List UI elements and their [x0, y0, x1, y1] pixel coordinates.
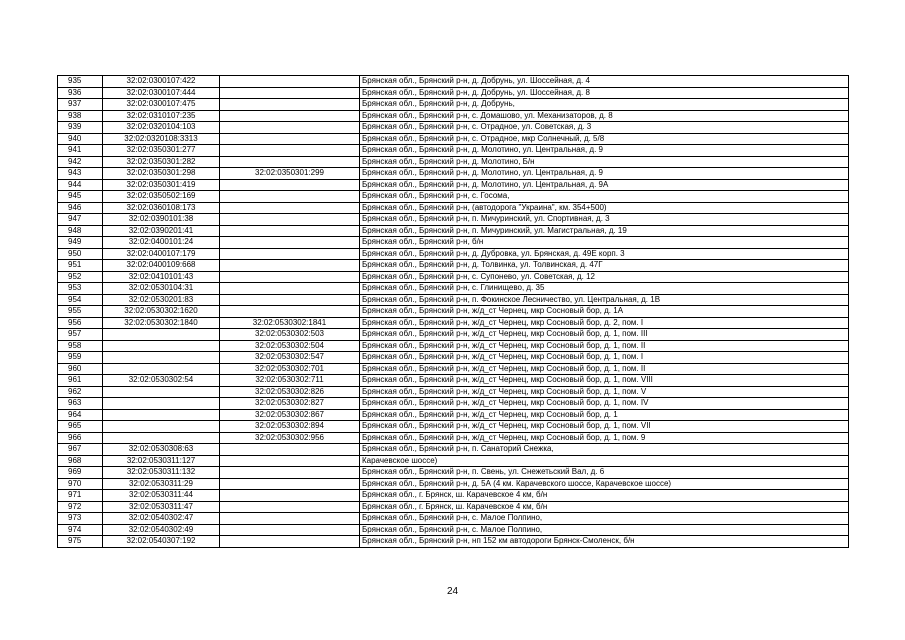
- table-row: [58, 329, 849, 341]
- cadastral-number-cell: [103, 352, 220, 364]
- row-number-cell: 964: [58, 409, 103, 421]
- table-row: [58, 524, 849, 536]
- address-cell: Брянская обл., Брянский р-н, ж/д_ст Чернец, мкр Сосновый бор, д. 1, пом. 9: [360, 432, 849, 444]
- related-cadastral-number-cell: 32:02:0530302:711: [220, 375, 360, 387]
- address-cell: Брянская обл., Брянский р-н, д. 5А (4 км. Карачевского шоссе, Карачевское шоссе): [360, 478, 849, 490]
- cadastral-number-cell: 32:02:0350301:277: [103, 145, 220, 157]
- cadastral-number-cell: 32:02:0530311:127: [103, 455, 220, 467]
- address-cell: Брянская обл., Брянский р-н, ж/д_ст Чернец, мкр Сосновый бор, д. 1, пом. VII: [360, 421, 849, 433]
- page-number: 24: [446, 586, 459, 597]
- address-cell: Брянская обл., Брянский р-н, ж/д_ст Чернец, мкр Сосновый бор, д. 1, пом. I: [360, 352, 849, 364]
- address-cell: Брянская обл., Брянский р-н, ж/д_ст Чернец, мкр Сосновый бор, д. 1, пом. VIII: [360, 375, 849, 387]
- row-number-cell: 956: [58, 317, 103, 329]
- address-cell: Брянская обл., Брянский р-н, с. Малое Полпино,: [360, 524, 849, 536]
- address-cell: Брянская обл., Брянский р-н, с. Малое Полпино,: [360, 513, 849, 525]
- related-cadastral-number-cell: [220, 110, 360, 122]
- row-number-cell: 950: [58, 248, 103, 260]
- cadastral-number-cell: 32:02:0530302:1840: [103, 317, 220, 329]
- cadastral-number-cell: 32:02:0400101:24: [103, 237, 220, 249]
- row-number-cell: 947: [58, 214, 103, 226]
- cadastral-number-cell: 32:02:0530308:63: [103, 444, 220, 456]
- row-number-cell: 945: [58, 191, 103, 203]
- cadastral-number-cell: 32:02:0410101:43: [103, 271, 220, 283]
- table-row: [58, 386, 849, 398]
- related-cadastral-number-cell: 32:02:0350301:299: [220, 168, 360, 180]
- table-row: [58, 168, 849, 180]
- address-cell: Брянская обл., г. Брянск, ш. Карачевское 4 км, б/н: [360, 490, 849, 502]
- row-number-cell: 952: [58, 271, 103, 283]
- cadastral-number-cell: [103, 432, 220, 444]
- table-row: [58, 306, 849, 318]
- table-row: [58, 398, 849, 410]
- related-cadastral-number-cell: 32:02:0530302:1841: [220, 317, 360, 329]
- address-cell: Брянская обл., Брянский р-н, (автодорога "Украина", км. 354+500): [360, 202, 849, 214]
- cadastral-number-cell: 32:02:0320108:3313: [103, 133, 220, 145]
- related-cadastral-number-cell: [220, 225, 360, 237]
- row-number-cell: 942: [58, 156, 103, 168]
- related-cadastral-number-cell: [220, 179, 360, 191]
- row-number-cell: 943: [58, 168, 103, 180]
- row-number-cell: 951: [58, 260, 103, 272]
- cadastral-number-cell: 32:02:0390101:38: [103, 214, 220, 226]
- row-number-cell: 962: [58, 386, 103, 398]
- address-cell: Брянская обл., Брянский р-н, с. Отрадное, мкр Солнечный, д. 5/8: [360, 133, 849, 145]
- table-row: [58, 248, 849, 260]
- related-cadastral-number-cell: [220, 237, 360, 249]
- address-cell: Брянская обл., Брянский р-н, п. Свень, ул. Снежетьский Вал, д. 6: [360, 467, 849, 479]
- related-cadastral-number-cell: [220, 467, 360, 479]
- table-row: [58, 87, 849, 99]
- table-row: [58, 133, 849, 145]
- table-row: [58, 271, 849, 283]
- related-cadastral-number-cell: [220, 455, 360, 467]
- table-row: [58, 513, 849, 525]
- related-cadastral-number-cell: [220, 306, 360, 318]
- address-cell: Брянская обл., Брянский р-н, д. Толвинка, ул. Толвинская, д. 47Г: [360, 260, 849, 272]
- related-cadastral-number-cell: [220, 444, 360, 456]
- cadastral-number-cell: 32:02:0320104:103: [103, 122, 220, 134]
- table-row: [58, 191, 849, 203]
- row-number-cell: 960: [58, 363, 103, 375]
- related-cadastral-number-cell: [220, 87, 360, 99]
- table-row: [58, 156, 849, 168]
- related-cadastral-number-cell: 32:02:0530302:827: [220, 398, 360, 410]
- cadastral-number-cell: 32:02:0530302:54: [103, 375, 220, 387]
- table-row: [58, 260, 849, 272]
- row-number-cell: 957: [58, 329, 103, 341]
- table-row: [58, 409, 849, 421]
- table-row: [58, 536, 849, 548]
- related-cadastral-number-cell: [220, 76, 360, 88]
- cadastral-number-cell: 32:02:0530311:132: [103, 467, 220, 479]
- address-cell: Брянская обл., Брянский р-н, ж/д_ст Чернец, мкр Сосновый бор, д. 1, пом. II: [360, 363, 849, 375]
- address-cell: Брянская обл., Брянский р-н, с. Домашово, ул. Механизаторов, д. 8: [360, 110, 849, 122]
- table-row: [58, 363, 849, 375]
- row-number-cell: 970: [58, 478, 103, 490]
- related-cadastral-number-cell: 32:02:0530302:547: [220, 352, 360, 364]
- row-number-cell: 954: [58, 294, 103, 306]
- address-cell: Брянская обл., Брянский р-н, ж/д_ст Чернец, мкр Сосновый бор, д. 1А: [360, 306, 849, 318]
- table-row: [58, 110, 849, 122]
- address-cell: Брянская обл., Брянский р-н, с. Супонево, ул. Советская, д. 12: [360, 271, 849, 283]
- cadastral-number-cell: 32:02:0350301:419: [103, 179, 220, 191]
- cadastral-number-cell: 32:02:0350301:298: [103, 168, 220, 180]
- related-cadastral-number-cell: [220, 156, 360, 168]
- cadastral-number-cell: 32:02:0350301:282: [103, 156, 220, 168]
- table-row: [58, 99, 849, 111]
- address-cell: Карачевское шоссе): [360, 455, 849, 467]
- row-number-cell: 967: [58, 444, 103, 456]
- address-cell: Брянская обл., Брянский р-н, ж/д_ст Чернец, мкр Сосновый бор, д. 1: [360, 409, 849, 421]
- table-row: [58, 467, 849, 479]
- address-cell: Брянская обл., Брянский р-н, д. Молотино, ул. Центральная, д. 9: [360, 145, 849, 157]
- row-number-cell: 975: [58, 536, 103, 548]
- cadastral-number-cell: 32:02:0300107:444: [103, 87, 220, 99]
- table-row: [58, 237, 849, 249]
- address-cell: Брянская обл., Брянский р-н, нп 152 км автодороги Брянск-Смоленск, б/н: [360, 536, 849, 548]
- cadastral-number-cell: 32:02:0530302:1620: [103, 306, 220, 318]
- row-number-cell: 958: [58, 340, 103, 352]
- row-number-cell: 972: [58, 501, 103, 513]
- row-number-cell: 940: [58, 133, 103, 145]
- address-cell: Брянская обл., Брянский р-н, д. Дубровка, ул. Брянская, д. 49Е корп. 3: [360, 248, 849, 260]
- address-cell: Брянская обл., Брянский р-н, д. Молотино, ул. Центральная, д. 9: [360, 168, 849, 180]
- related-cadastral-number-cell: [220, 271, 360, 283]
- row-number-cell: 948: [58, 225, 103, 237]
- row-number-cell: 963: [58, 398, 103, 410]
- cadastral-number-cell: 32:02:0530311:44: [103, 490, 220, 502]
- cadastral-number-cell: 32:02:0310107:235: [103, 110, 220, 122]
- cadastral-number-cell: 32:02:0350502:169: [103, 191, 220, 203]
- row-number-cell: 941: [58, 145, 103, 157]
- cadastral-number-cell: [103, 421, 220, 433]
- address-cell: Брянская обл., Брянский р-н, ж/д_ст Чернец, мкр Сосновый бор, д. 1, пом. IV: [360, 398, 849, 410]
- table-row: [58, 432, 849, 444]
- table-row: [58, 352, 849, 364]
- address-cell: Брянская обл., Брянский р-н, с. Глинищево, д. 35: [360, 283, 849, 295]
- row-number-cell: 935: [58, 76, 103, 88]
- cadastral-number-cell: 32:02:0300107:475: [103, 99, 220, 111]
- table-row: [58, 76, 849, 88]
- related-cadastral-number-cell: 32:02:0530302:826: [220, 386, 360, 398]
- table-row: [58, 179, 849, 191]
- table-row: [58, 455, 849, 467]
- row-number-cell: 969: [58, 467, 103, 479]
- cadastral-number-cell: [103, 340, 220, 352]
- row-number-cell: 959: [58, 352, 103, 364]
- row-number-cell: 953: [58, 283, 103, 295]
- related-cadastral-number-cell: [220, 536, 360, 548]
- row-number-cell: 965: [58, 421, 103, 433]
- cadastral-number-cell: 32:02:0390201:41: [103, 225, 220, 237]
- table-row: [58, 501, 849, 513]
- cadastral-number-cell: [103, 409, 220, 421]
- address-cell: Брянская обл., Брянский р-н, ж/д_ст Чернец, мкр Сосновый бор, д. 1, пом. V: [360, 386, 849, 398]
- address-cell: Брянская обл., Брянский р-н, ж/д_ст Чернец, мкр Сосновый бор, д. 2, пом. I: [360, 317, 849, 329]
- table-row: [58, 421, 849, 433]
- related-cadastral-number-cell: [220, 501, 360, 513]
- related-cadastral-number-cell: [220, 478, 360, 490]
- row-number-cell: 946: [58, 202, 103, 214]
- cadastral-number-cell: 32:02:0300107:422: [103, 76, 220, 88]
- address-cell: Брянская обл., Брянский р-н, п. Мичуринский, ул. Спортивная, д. 3: [360, 214, 849, 226]
- cadastral-number-cell: 32:02:0530201:83: [103, 294, 220, 306]
- address-cell: Брянская обл., Брянский р-н, п. Санаторий Снежка,: [360, 444, 849, 456]
- registry-table-body: [58, 76, 849, 548]
- table-row: [58, 122, 849, 134]
- related-cadastral-number-cell: [220, 260, 360, 272]
- related-cadastral-number-cell: [220, 513, 360, 525]
- related-cadastral-number-cell: [220, 133, 360, 145]
- row-number-cell: 968: [58, 455, 103, 467]
- related-cadastral-number-cell: [220, 122, 360, 134]
- table-row: [58, 317, 849, 329]
- row-number-cell: 966: [58, 432, 103, 444]
- related-cadastral-number-cell: [220, 191, 360, 203]
- table-row: [58, 214, 849, 226]
- address-cell: Брянская обл., Брянский р-н, с. Отрадное, ул. Советская, д. 3: [360, 122, 849, 134]
- row-number-cell: 938: [58, 110, 103, 122]
- cadastral-number-cell: [103, 329, 220, 341]
- related-cadastral-number-cell: [220, 248, 360, 260]
- related-cadastral-number-cell: [220, 283, 360, 295]
- cadastral-number-cell: 32:02:0530104:31: [103, 283, 220, 295]
- cadastral-number-cell: 32:02:0400107:179: [103, 248, 220, 260]
- row-number-cell: 937: [58, 99, 103, 111]
- address-cell: Брянская обл., Брянский р-н, б/н: [360, 237, 849, 249]
- table-row: [58, 478, 849, 490]
- related-cadastral-number-cell: [220, 202, 360, 214]
- table-row: [58, 294, 849, 306]
- address-cell: Брянская обл., Брянский р-н, д. Молотино, Б/н: [360, 156, 849, 168]
- related-cadastral-number-cell: [220, 214, 360, 226]
- table-row: [58, 340, 849, 352]
- address-cell: Брянская обл., Брянский р-н, д. Добрунь,: [360, 99, 849, 111]
- related-cadastral-number-cell: [220, 490, 360, 502]
- related-cadastral-number-cell: [220, 524, 360, 536]
- table-row: [58, 490, 849, 502]
- table-row: [58, 283, 849, 295]
- row-number-cell: 961: [58, 375, 103, 387]
- table-row: [58, 375, 849, 387]
- row-number-cell: 955: [58, 306, 103, 318]
- cadastral-number-cell: 32:02:0530311:47: [103, 501, 220, 513]
- address-cell: Брянская обл., Брянский р-н, д. Молотино, ул. Центральная, д. 9А: [360, 179, 849, 191]
- related-cadastral-number-cell: 32:02:0530302:956: [220, 432, 360, 444]
- table-row: [58, 225, 849, 237]
- related-cadastral-number-cell: 32:02:0530302:701: [220, 363, 360, 375]
- related-cadastral-number-cell: [220, 145, 360, 157]
- row-number-cell: 973: [58, 513, 103, 525]
- cadastral-number-cell: 32:02:0540302:49: [103, 524, 220, 536]
- cadastral-number-cell: [103, 398, 220, 410]
- address-cell: Брянская обл., Брянский р-н, ж/д_ст Чернец, мкр Сосновый бор, д. 1, пом. II: [360, 340, 849, 352]
- cadastral-number-cell: 32:02:0530311:29: [103, 478, 220, 490]
- address-cell: Брянская обл., Брянский р-н, д. Добрунь, ул. Шоссейная, д. 8: [360, 87, 849, 99]
- related-cadastral-number-cell: [220, 99, 360, 111]
- row-number-cell: 974: [58, 524, 103, 536]
- table-row: [58, 145, 849, 157]
- cadastral-number-cell: [103, 363, 220, 375]
- cadastral-number-cell: 32:02:0360108:173: [103, 202, 220, 214]
- address-cell: Брянская обл., г. Брянск, ш. Карачевское 4 км, б/н: [360, 501, 849, 513]
- row-number-cell: 949: [58, 237, 103, 249]
- address-cell: Брянская обл., Брянский р-н, п. Мичуринский, ул. Магистральная, д. 19: [360, 225, 849, 237]
- related-cadastral-number-cell: 32:02:0530302:867: [220, 409, 360, 421]
- cadastral-number-cell: [103, 386, 220, 398]
- cadastral-number-cell: 32:02:0540307:192: [103, 536, 220, 548]
- related-cadastral-number-cell: 32:02:0530302:504: [220, 340, 360, 352]
- table-row: [58, 444, 849, 456]
- cadastral-number-cell: 32:02:0540302:47: [103, 513, 220, 525]
- address-cell: Брянская обл., Брянский р-н, д. Добрунь, ул. Шоссейная, д. 4: [360, 76, 849, 88]
- related-cadastral-number-cell: 32:02:0530302:894: [220, 421, 360, 433]
- cadastral-number-cell: 32:02:0400109:668: [103, 260, 220, 272]
- table-row: [58, 202, 849, 214]
- row-number-cell: 944: [58, 179, 103, 191]
- registry-table: [57, 75, 849, 548]
- address-cell: Брянская обл., Брянский р-н, ж/д_ст Чернец, мкр Сосновый бор, д. 1, пом. III: [360, 329, 849, 341]
- related-cadastral-number-cell: [220, 294, 360, 306]
- row-number-cell: 936: [58, 87, 103, 99]
- row-number-cell: 939: [58, 122, 103, 134]
- row-number-cell: 971: [58, 490, 103, 502]
- address-cell: Брянская обл., Брянский р-н, п. Фокинское Лесничество, ул. Центральная, д. 1В: [360, 294, 849, 306]
- address-cell: Брянская обл., Брянский р-н, с. Госома,: [360, 191, 849, 203]
- related-cadastral-number-cell: 32:02:0530302:503: [220, 329, 360, 341]
